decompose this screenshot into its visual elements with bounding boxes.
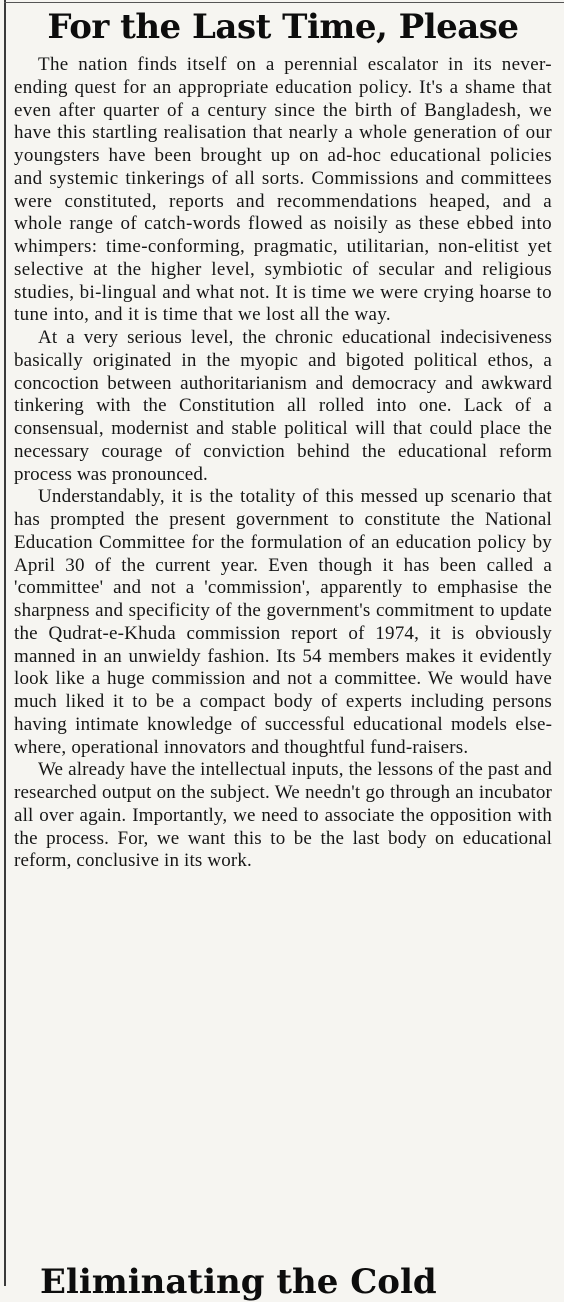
editorial-article (14, 6, 552, 873)
article-body (14, 54, 552, 873)
column-rule (4, 0, 6, 1286)
article-paragraph-2: At a very serious level, the chronic educational indecisiveness basically originated in the myopic and bigoted political ethos, a concoction between authoritarianism and democracy and awkward tinkering with the Constitution all rolled into one. Lack of a consensual, modernist and stable political will that could place the necessary courage of conviction behind the educational reform process was pronounced. (14, 327, 552, 485)
article-paragraph-4: We already have the intellectual inputs, the lessons of the past and researched output on the subject. We needn't go through an incubator all over again. Importantly, we need to associate the opposition with the process. For, we want this to be the last body on educational reform, conclusive in its work. (14, 759, 552, 872)
next-article-headline-cropped: Eliminating the Cold (40, 1262, 437, 1302)
article-headline: For the Last Time, Please (47, 7, 519, 47)
top-rule (4, 2, 564, 3)
article-paragraph-1: The nation finds itself on a perennial escalator in its never-ending quest for an appropriate education policy. It's a shame that even after quarter of a century since the birth of Bangladesh, we have this startling realisation that nearly a whole generation of our youngsters have been brought up on ad-hoc educational policies and systemic tinkerings of all sorts. Commissions and committees were constituted, reports and recommendations heaped, and a whole range of catch-words flowed as noisily as these ebbed into whimpers: time-conforming, pragmatic, utilitarian, non-elitist yet selective at the higher level, symbiotic of secular and religious studies, bi-lingual and what not. It is time we were crying hoarse to tune into, and it is time that we lost all the way. (14, 54, 552, 326)
article-paragraph-3: Understandably, it is the totality of this messed up scenario that has prompted the present government to constitute the National Education Committee for the formulation of an education policy by April 30 of the current year. Even though it has been called a 'committee' and not a 'commission', apparently to emphasise the sharpness and specificity of the government's commitment to update the Qudrat-e-Khuda commission report of 1974, it is obviously manned in an unwieldy fashion. Its 54 members makes it evidently look like a huge commission and not a committee. We would have much liked it to be a compact body of experts including persons having intimate knowledge of successful educational models elsewhere, operational innovators and thoughtful fund-raisers. (14, 486, 552, 758)
